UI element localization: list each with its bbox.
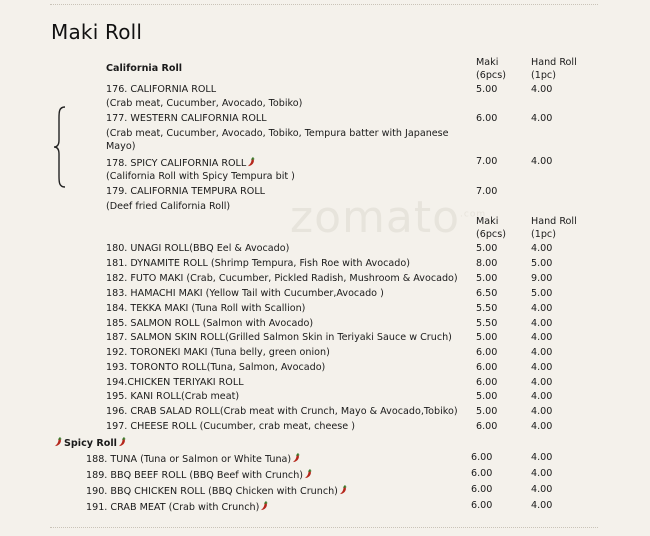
bottom-divider <box>50 527 598 528</box>
menu-item-name-row <box>86 468 314 482</box>
price-hand: 4.00 <box>531 484 553 495</box>
price-hand: 4.00 <box>531 303 553 314</box>
price-maki: 7.00 <box>476 186 498 197</box>
price-maki: 6.00 <box>476 377 498 388</box>
menu-item-name: 183. HAMACHI MAKI (Yellow Tail with Cucumber,Avocado ) <box>106 288 384 299</box>
menu-item-desc-cont: Mayo) <box>106 141 136 152</box>
price-hand: 4.00 <box>531 500 553 511</box>
col-maki-header: Maki <box>476 57 499 68</box>
price-maki: 7.00 <box>476 156 498 167</box>
menu-item-name: 196. CRAB SALAD ROLL(Crab meat with Crunch, Mayo & Avocado,Tobiko) <box>106 406 458 417</box>
menu-item-name-row <box>86 484 349 498</box>
price-hand: 4.00 <box>531 468 553 479</box>
price-maki: 5.00 <box>476 332 498 343</box>
menu-item-name: 181. DYNAMITE ROLL (Shrimp Tempura, Fish Roe with Avocado) <box>106 258 410 269</box>
price-hand: 5.00 <box>531 258 553 269</box>
menu-item-desc: (Crab meat, Cucumber, Avocado, Tobiko) <box>106 98 303 109</box>
price-hand: 4.00 <box>531 391 553 402</box>
spicy-heading: Spicy Roll <box>64 438 117 449</box>
chili-pepper-icon <box>246 156 257 167</box>
price-maki: 6.00 <box>476 362 498 373</box>
price-maki: 5.00 <box>476 406 498 417</box>
menu-item-desc: (Deef fried California Roll) <box>106 201 231 212</box>
col-maki-unit: (6pcs) <box>476 70 506 81</box>
menu-item-name: 189. BBQ BEEF ROLL (BBQ Beef with Crunch) <box>86 470 304 481</box>
menu-item-name: 185. SALMON ROLL (Salmon with Avocado) <box>106 318 314 329</box>
menu-item-name: 192. TORONEKI MAKI (Tuna belly, green onion) <box>106 347 330 358</box>
menu-item-name: 180. UNAGI ROLL(BBQ Eel & Avocado) <box>106 243 290 254</box>
brace-icon <box>53 106 67 188</box>
watermark-text: zomato <box>290 192 461 243</box>
menu-item-name: 187. SALMON SKIN ROLL(Grilled Salmon Skin in Teriyaki Sauce w Cruch) <box>106 332 452 343</box>
chili-pepper-icon <box>259 500 270 511</box>
chili-pepper-icon <box>53 436 64 447</box>
price-maki: 5.00 <box>476 391 498 402</box>
menu-item-name: 188. TUNA (Tuna or Salmon or White Tuna) <box>86 454 292 465</box>
price-maki: 5.50 <box>476 318 498 329</box>
menu-item-desc: (California Roll with Spicy Tempura bit ) <box>106 171 295 182</box>
page-title: Maki Roll <box>51 20 143 44</box>
price-maki: 5.00 <box>476 273 498 284</box>
price-hand: 4.00 <box>531 362 553 373</box>
price-maki: 6.50 <box>476 288 498 299</box>
price-maki: 6.00 <box>471 484 493 495</box>
price-hand: 4.00 <box>531 243 553 254</box>
price-hand: 4.00 <box>531 113 553 124</box>
price-maki: 6.00 <box>476 421 498 432</box>
menu-item-name: 190. BBQ CHICKEN ROLL (BBQ Chicken with Crunch) <box>86 486 338 497</box>
menu-item-name: 193. TORONTO ROLL(Tuna, Salmon, Avocado) <box>106 362 326 373</box>
menu-item-name: 178. SPICY CALIFORNIA ROLL <box>106 158 247 169</box>
price-hand: 4.00 <box>531 406 553 417</box>
menu-item-name-row <box>86 452 302 466</box>
menu-item-name-row <box>86 500 270 514</box>
menu-item-name: 182. FUTO MAKI (Crab, Cucumber, Pickled Radish, Mushroom & Avocado) <box>106 273 458 284</box>
watermark <box>290 192 486 243</box>
price-hand: 9.00 <box>531 273 553 284</box>
menu-item-name: 197. CHEESE ROLL (Cucumber, crab meat, cheese ) <box>106 421 355 432</box>
price-hand: 4.00 <box>531 332 553 343</box>
price-maki: 5.00 <box>476 84 498 95</box>
price-hand: 4.00 <box>531 318 553 329</box>
col-hand-unit: (1pc) <box>531 70 556 81</box>
col-maki-unit: (6pcs) <box>476 229 506 240</box>
watermark-suffix: .com <box>460 209 487 220</box>
chili-pepper-icon <box>338 484 349 495</box>
col-hand-header: Hand Roll <box>531 57 577 68</box>
price-maki: 6.00 <box>476 113 498 124</box>
price-maki: 6.00 <box>471 500 493 511</box>
spicy-heading-row <box>53 436 128 450</box>
price-hand: 4.00 <box>531 421 553 432</box>
menu-item-name-row <box>106 156 257 170</box>
menu-item-name: 191. CRAB MEAT (Crab with Crunch) <box>86 502 260 513</box>
col-hand-unit: (1pc) <box>531 229 556 240</box>
chili-pepper-icon <box>303 468 314 479</box>
price-hand: 4.00 <box>531 377 553 388</box>
price-maki: 6.00 <box>476 347 498 358</box>
price-hand: 5.00 <box>531 288 553 299</box>
price-maki: 6.00 <box>471 468 493 479</box>
menu-item-name: 184. TEKKA MAKI (Tuna Roll with Scallion) <box>106 303 306 314</box>
price-hand: 4.00 <box>531 84 553 95</box>
price-hand: 4.00 <box>531 452 553 463</box>
california-heading: California Roll <box>106 63 183 74</box>
menu-item-name: 195. KANI ROLL(Crab meat) <box>106 391 240 402</box>
price-maki: 5.50 <box>476 303 498 314</box>
menu-item-name: 194.CHICKEN TERIYAKI ROLL <box>106 377 244 388</box>
col-hand-header: Hand Roll <box>531 216 577 227</box>
price-hand: 4.00 <box>531 156 553 167</box>
price-maki: 8.00 <box>476 258 498 269</box>
menu-item-name: 177. WESTERN CALIFORNIA ROLL <box>106 113 267 124</box>
menu-item-name: 176. CALIFORNIA ROLL <box>106 84 217 95</box>
chili-pepper-icon <box>117 436 128 447</box>
top-divider <box>50 4 598 5</box>
price-maki: 6.00 <box>471 452 493 463</box>
menu-item-name: 179. CALIFORNIA TEMPURA ROLL <box>106 186 266 197</box>
menu-item-desc: (Crab meat, Cucumber, Avocado, Tobiko, Tempura batter with Japanese <box>106 128 449 139</box>
chili-pepper-icon <box>291 452 302 463</box>
col-maki-header: Maki <box>476 216 499 227</box>
price-maki: 5.00 <box>476 243 498 254</box>
price-hand: 4.00 <box>531 347 553 358</box>
